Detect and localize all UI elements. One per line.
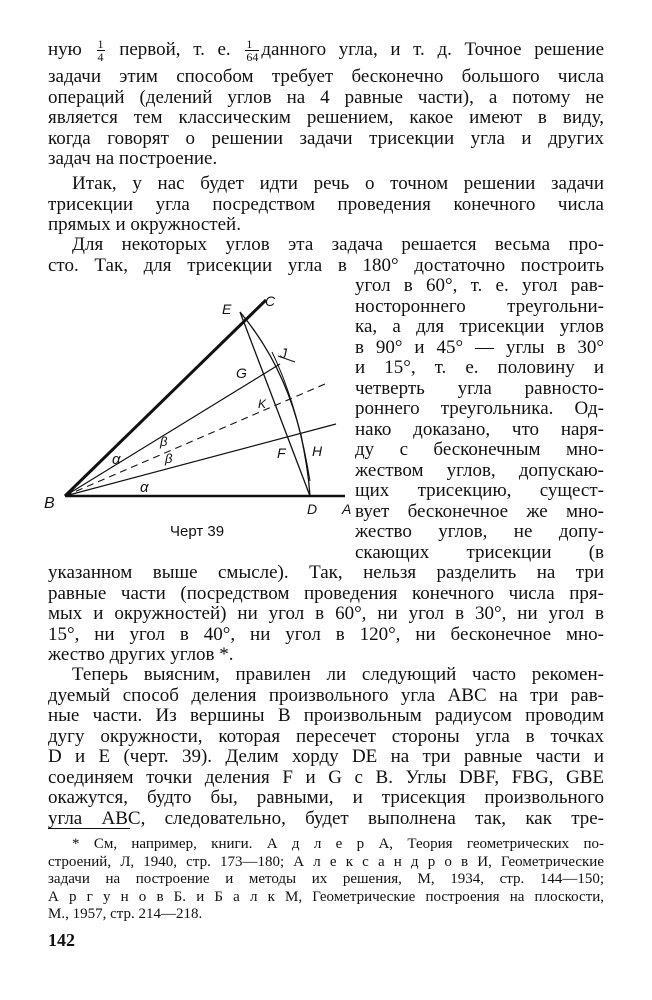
figure-caption: Черт 39	[170, 523, 225, 540]
label-C: C	[265, 293, 276, 309]
text-line: мых и окружностей) ни угол в 60°, ни угол в 30°, ни угол в	[48, 604, 604, 624]
text-line: соединяем точки деления F и G с B. Углы DBF, FBG, GBE	[48, 767, 604, 788]
text-line: дуемый способ деления произвольного угла ABC на три рав-	[48, 685, 604, 706]
text-line: роннего треугольника. Од-	[355, 399, 604, 419]
text-line: жество других углов *.	[48, 645, 234, 665]
label-D: D	[307, 501, 318, 517]
label-H: H	[312, 443, 323, 459]
text-line: ностороннего треугольни-	[355, 296, 604, 317]
text-line: угол в 60°, т. е. угол рав-	[355, 276, 604, 296]
segment-FH	[301, 434, 308, 474]
dashed-bisector	[65, 384, 325, 496]
label-J: J	[280, 345, 287, 361]
text-line: в 90° и 45° — углы в 30°	[355, 337, 604, 358]
footnote-line: * См, например, книги. А д л е р А, Теория геометрических по-	[72, 836, 604, 852]
label-K: K	[258, 397, 267, 411]
text-line: операций (делений углов на 4 равные части), а потому не	[48, 87, 604, 108]
fraction-one-quarter: $\frac{1}{4}$	[97, 38, 104, 62]
text-line: равные части (посредством проведения конечного числа пря-	[48, 583, 604, 604]
text-line: нако доказано, что наря-	[355, 419, 604, 440]
text-line: щих трисекцию, сущест-	[355, 481, 604, 501]
text-mid: первой, т. е.	[119, 39, 231, 60]
footnote-line: А р г у н о в Б. и Б а л к М, Геометрические построения на плоскости,	[48, 888, 604, 905]
text-line: ду с бесконечным мно-	[355, 440, 604, 460]
line-BF	[65, 424, 336, 496]
text-line: трисекции угла посредством проведения конечного числа	[48, 194, 604, 215]
label-alpha-lower: α	[140, 479, 149, 496]
ray-BC	[65, 300, 266, 496]
chord-DE	[240, 312, 310, 496]
text-line: угла ABC, следовательно, будет выполнена так, как тре-	[48, 808, 604, 829]
text-line: и 15°, т. е. половину и	[355, 358, 604, 378]
label-alpha-upper: α	[112, 451, 121, 468]
label-A: A	[342, 501, 352, 517]
text-line: сто. Так, для трисекции угла в 180° достаточно построить	[48, 255, 604, 276]
text-line: дугу окружности, которая пересечет стороны угла в точках	[48, 726, 604, 747]
label-B: B	[44, 495, 55, 512]
footnote-line: строений, Л, 1940, стр. 173—180; А л е к с а н д р о в И, Геометрические	[48, 853, 604, 870]
text-line: скающих трисекции (в	[355, 542, 604, 563]
paragraph-2	[48, 174, 604, 236]
text-line: ные части. Из вершины B произвольным радиусом проводим	[48, 706, 604, 726]
label-beta-upper: β	[160, 434, 168, 449]
text-line: Теперь выясним, правилен ли следующий часто рекомен-	[72, 665, 604, 685]
text-line: является тем классическим решением, какое имеют в виду,	[48, 108, 604, 128]
paragraph-1	[48, 67, 604, 170]
page-number: 142	[48, 930, 75, 950]
text-line: Для некоторых углов эта задача решается весьма про-	[72, 235, 604, 255]
label-G: G	[236, 365, 247, 381]
text-pre: ную	[48, 39, 82, 60]
fraction-one-64th: $\frac{1}{64}$	[246, 38, 259, 62]
figure-39-diagram	[40, 286, 365, 546]
text-line: задач на построение.	[48, 149, 218, 169]
line-BG	[65, 364, 280, 496]
text-line: четверть угла равносто-	[355, 378, 604, 399]
footnote	[48, 836, 604, 924]
paragraph-3-tail	[48, 563, 604, 666]
text-line: прямых и окружностей.	[48, 215, 241, 235]
text-line: жеством углов, допускаю-	[355, 460, 604, 481]
text-line: задачи этим способом требует бесконечно большого числа	[48, 67, 604, 87]
footnote-divider	[48, 828, 130, 829]
text-line: указанном выше смысле). Так, нельзя разделить на три	[48, 563, 604, 583]
label-beta-lower: β	[165, 451, 173, 466]
paragraph-3-top	[48, 235, 604, 276]
text-line: жество углов, не допу-	[355, 522, 604, 542]
text-line: D и E (черт. 39). Делим хорду DE на три равные части и	[48, 747, 604, 767]
line-with-fractions	[48, 38, 604, 62]
text-line: Итак, у нас будет идти речь о точном решении задачи	[72, 174, 604, 194]
footnote-line: задачи на построение и методы их решения, М, 1934, стр. 144—150;	[48, 871, 604, 887]
text-line: окажутся, будто бы, равными, и трисекция произвольного	[48, 788, 604, 808]
text-line: 15°, ни угол в 40°, ни угол в 120°, ни бесконечное мно-	[48, 624, 604, 645]
footnote-line: М., 1957, стр. 214—218.	[48, 906, 203, 922]
label-E: E	[222, 301, 232, 317]
text-post: данного угла, и т. д. Точное решение	[261, 39, 604, 60]
label-F: F	[277, 445, 286, 461]
paragraph-3-wrap-column	[355, 276, 604, 563]
paragraph-4	[48, 665, 604, 829]
text-line: когда говорят о решении задачи трисекции угла и других	[48, 128, 604, 149]
text-line: вует бесконечное же мно-	[355, 501, 604, 522]
text-line: ка, а для трисекции углов	[355, 317, 604, 337]
